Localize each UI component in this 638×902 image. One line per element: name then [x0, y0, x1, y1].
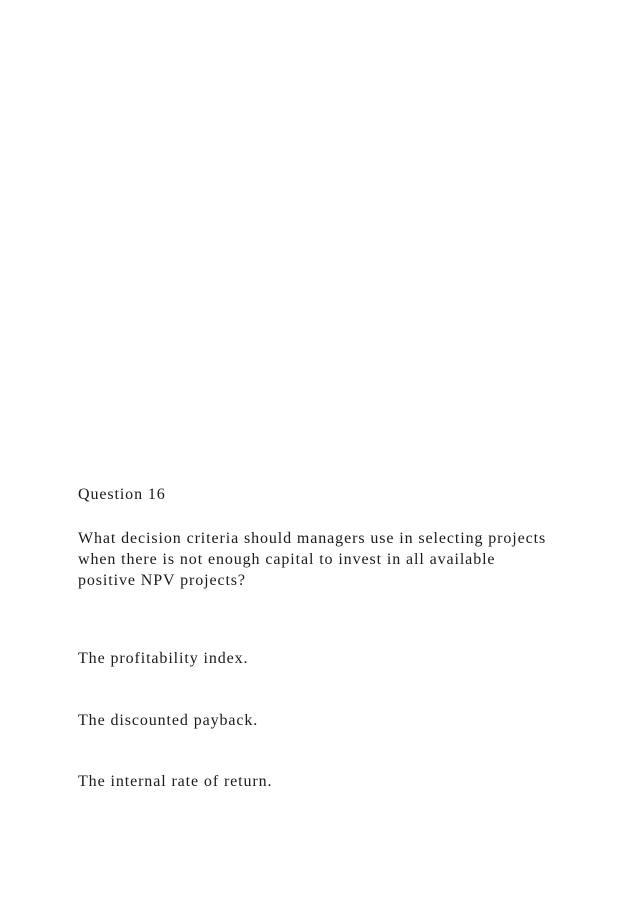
question-text-line: What decision criteria should managers use in selecting projects — [78, 530, 547, 547]
question-text-line: when there is not enough capital to invest in all available — [78, 551, 496, 568]
answer-option-internal-rate-of-return: The internal rate of return. — [78, 773, 273, 790]
answer-option-profitability-index: The profitability index. — [78, 650, 249, 667]
answer-option-discounted-payback: The discounted payback. — [78, 712, 259, 729]
question-title: Question 16 — [78, 486, 166, 503]
question-text — [78, 528, 546, 591]
question-text-line: positive NPV projects? — [78, 572, 246, 589]
